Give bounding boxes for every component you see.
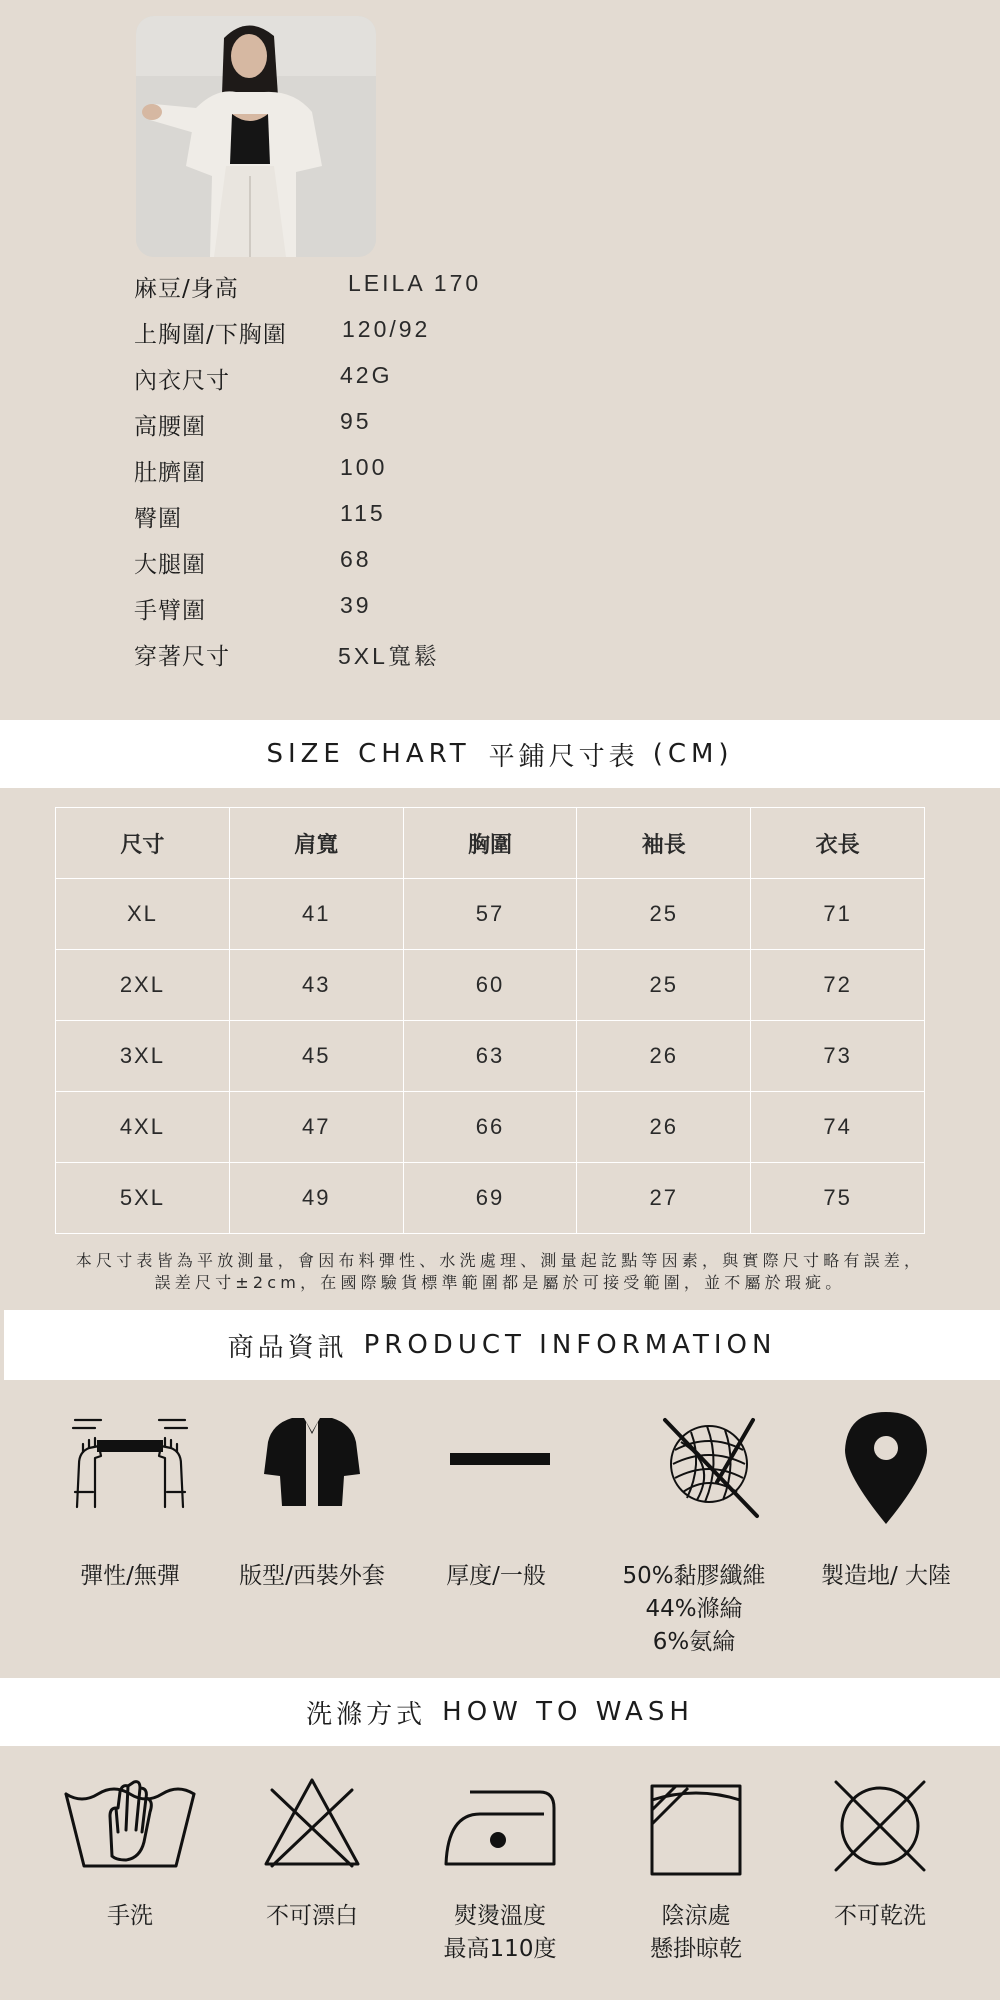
wash-caption (596, 1900, 796, 1966)
caption-line: 厚度/一般 (446, 1563, 546, 1589)
table-header-row (56, 808, 925, 879)
table-header: 衣長 (751, 808, 925, 879)
caption-line: 44%滌綸 (645, 1596, 743, 1622)
table-cell: 57 (403, 879, 577, 950)
wash-header (0, 1678, 1000, 1746)
table-cell: 25 (577, 879, 751, 950)
table-cell: 74 (751, 1092, 925, 1163)
table-header: 尺寸 (56, 808, 230, 879)
table-cell: 25 (577, 950, 751, 1021)
stat-value: 120/92 (342, 316, 431, 342)
stat-value: 42G (340, 362, 393, 388)
table-cell: 41 (229, 879, 403, 950)
table-cell: 60 (403, 950, 577, 1021)
product-info-caption (212, 1560, 412, 1593)
table-cell: 43 (229, 950, 403, 1021)
caption-line: 彈性/無彈 (80, 1563, 180, 1589)
stat-value: 68 (340, 546, 372, 572)
thickness-line-icon (400, 1412, 600, 1512)
table-row (56, 1163, 925, 1234)
shade-dry-icon (596, 1782, 796, 1878)
stat-label: 內衣尺寸 (134, 368, 230, 394)
table-cell: 27 (577, 1163, 751, 1234)
wash-title-en: HOW TO WASH (442, 1697, 694, 1727)
stat-label: 大腿圍 (134, 552, 206, 578)
wash-caption (400, 1900, 600, 1966)
product-info-caption (396, 1560, 596, 1593)
table-cell: 3XL (56, 1021, 230, 1092)
product-info-title-zh: 商品資訊 (227, 1332, 348, 1363)
stat-value: LEILA 170 (348, 270, 482, 296)
caption-line: 手洗 (107, 1903, 153, 1929)
hand-wash-icon (30, 1772, 230, 1872)
caption-line: 熨燙溫度 (454, 1903, 546, 1929)
stat-label: 肚臍圍 (134, 460, 206, 486)
table-row (56, 1092, 925, 1163)
product-info-header (4, 1310, 1000, 1380)
table-cell: 2XL (56, 950, 230, 1021)
size-chart-title-en: SIZE CHART (266, 739, 471, 769)
table-cell: 69 (403, 1163, 577, 1234)
size-chart-title-zh: 平鋪尺寸表 (488, 741, 639, 772)
no-bleach-icon (212, 1776, 412, 1868)
wash-title-zh: 洗滌方式 (306, 1699, 427, 1730)
stat-value: 95 (340, 408, 372, 434)
table-header: 袖長 (577, 808, 751, 879)
caption-line: 版型/西裝外套 (239, 1563, 385, 1589)
no-dry-clean-icon (780, 1776, 980, 1876)
iron-icon (400, 1782, 600, 1868)
table-cell: 73 (751, 1021, 925, 1092)
caption-line: 最高110度 (443, 1936, 557, 1962)
table-header: 肩寬 (229, 808, 403, 879)
stat-label: 手臂圍 (134, 598, 206, 624)
size-chart-header (0, 720, 1000, 788)
table-cell: 75 (751, 1163, 925, 1234)
table-cell: XL (56, 879, 230, 950)
table-cell: 63 (403, 1021, 577, 1092)
stat-value: 100 (340, 454, 388, 480)
table-row (56, 879, 925, 950)
wash-caption (30, 1900, 230, 1933)
caption-line: 50%黏膠纖維 (622, 1563, 766, 1589)
wash-caption (780, 1900, 980, 1933)
size-note-line-2: 誤差尺寸±2cm，在國際驗貨標準範圍都是屬於可接受範圍，並不屬於瑕疵。 (154, 1273, 846, 1292)
jacket-icon (212, 1412, 412, 1512)
product-info-caption (594, 1560, 794, 1659)
wash-caption (212, 1900, 412, 1933)
table-cell: 49 (229, 1163, 403, 1234)
table-cell: 72 (751, 950, 925, 1021)
table-cell: 5XL (56, 1163, 230, 1234)
table-cell: 4XL (56, 1092, 230, 1163)
stretch-hands-icon (30, 1412, 230, 1512)
stat-label: 麻豆/身高 (134, 276, 239, 302)
size-chart-unit: (CM) (652, 739, 734, 769)
stat-value: 5XL寬鬆 (338, 643, 440, 669)
table-cell: 66 (403, 1092, 577, 1163)
table-cell: 45 (229, 1021, 403, 1092)
stat-value: 115 (340, 500, 386, 526)
caption-line: 6%氨綸 (652, 1629, 736, 1655)
table-row (56, 1021, 925, 1092)
size-note-line-1: 本尺寸表皆為平放測量，會因布料彈性、水洗處理、測量起訖點等因素，與實際尺寸略有誤差， (75, 1251, 925, 1270)
model-photo (136, 16, 376, 257)
stat-label: 高腰圍 (134, 414, 206, 440)
product-info-title-en: PRODUCT INFORMATION (363, 1330, 777, 1360)
product-info-caption (786, 1560, 986, 1593)
caption-line: 不可漂白 (266, 1903, 358, 1929)
stat-label: 臀圍 (134, 506, 182, 532)
table-cell: 47 (229, 1092, 403, 1163)
product-info-caption (30, 1560, 230, 1593)
size-table (55, 807, 925, 1234)
stat-label: 穿著尺寸 (134, 644, 230, 670)
table-cell: 71 (751, 879, 925, 950)
caption-line: 懸掛晾乾 (650, 1936, 742, 1962)
model-illustration (136, 16, 376, 257)
table-row (56, 950, 925, 1021)
table-cell: 26 (577, 1092, 751, 1163)
yarn-ball-icon (612, 1412, 812, 1522)
table-cell: 26 (577, 1021, 751, 1092)
location-pin-icon (786, 1408, 986, 1526)
table-header: 胸圍 (403, 808, 577, 879)
stat-label: 上胸圍/下胸圍 (134, 322, 287, 348)
stat-value: 39 (340, 592, 372, 618)
caption-line: 陰涼處 (661, 1903, 731, 1929)
caption-line: 不可乾洗 (834, 1903, 926, 1929)
caption-line: 製造地/ 大陸 (820, 1563, 952, 1589)
